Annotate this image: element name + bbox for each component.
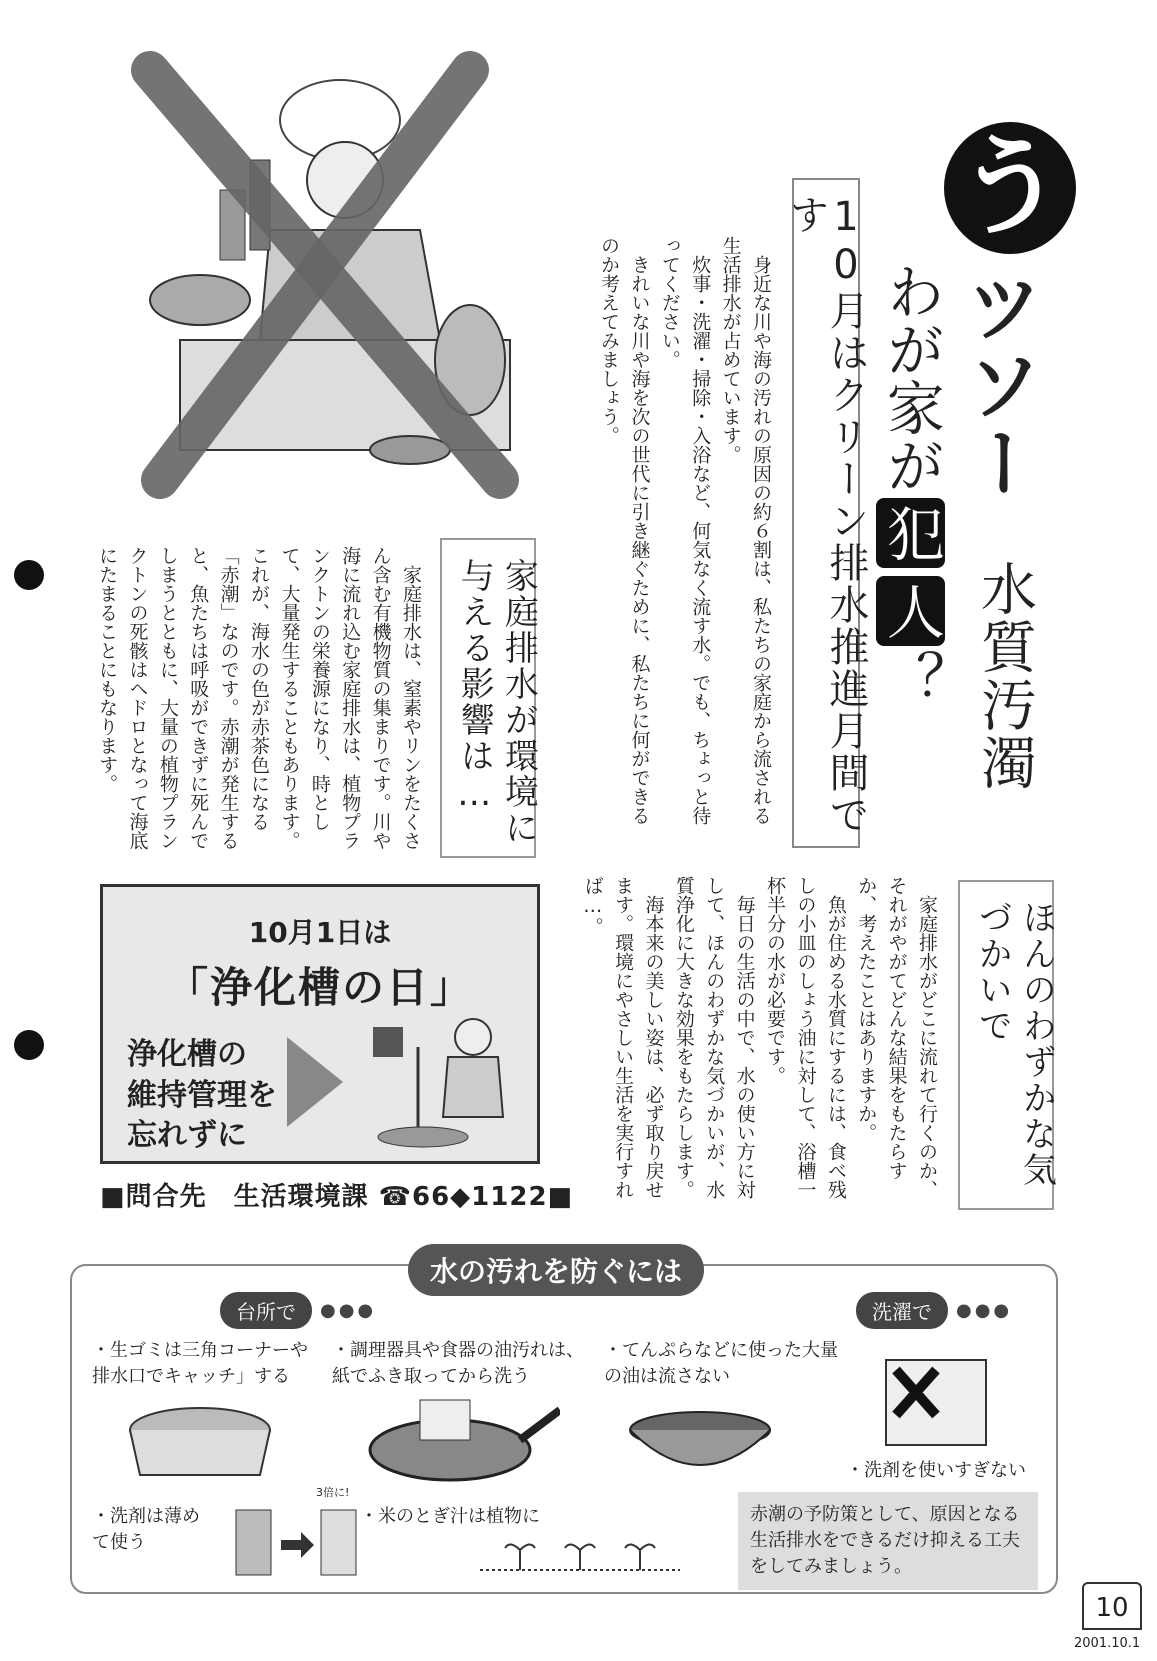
title-question: わが家が犯人？ [876,262,945,708]
laundry-section-label [856,1292,1012,1329]
hanko: 人 [876,576,945,646]
section1-heading: 家庭排水が環境に与える影響は… [454,558,539,846]
septic-message: 浄化槽の 維持管理を 忘れずに [127,1037,277,1153]
hanko: 犯 [876,498,945,568]
section2-body: 家庭排水がどこに流れて行くのか、それがやがてどんな結果をもたらすか、考えたことはありますか。 魚が住める水質にするには、食べ残しの小皿のしょう油に対して、浴槽一杯半分の水が必要です。 毎日の生活の中で、水の使い方に対して、ほんのわずかな気づかいが、水質浄化に大きな効果をもたらします。 海本来の美しい姿は、必ず取り戻せます。環境にやさしい生活を実行すれば…。 [581,876,938,1199]
septic-tank-box [100,884,540,1164]
inquiry-line: ■問合先 生活環境課 ☎66◆1122■ [100,1182,574,1212]
tip-oil: ・てんぷらなどに使った大量の油は流さない [604,1340,838,1388]
section2-heading-box [958,880,1057,1210]
kitchen-label: 台所で [220,1292,312,1329]
red-tide-note: 赤潮の予防策として、原因となる生活排水をできるだけ抑える工夫をしてみましょう。 [738,1492,1038,1590]
septic-title: 「浄化槽の日」 [165,963,474,1012]
page-date: 2001.10.1 [1074,1636,1141,1651]
tip-rice-water: ・米のとぎ汁は植物に [360,1506,540,1527]
intro-text: 身近な川や海の汚れの原因の約６割は、私たちの家庭から流される生活排水が占めています。 炊事・洗濯・掃除・入浴など、何気なく流す水。でも、ちょっと待ってください。 きれいな川や海を次の世代に引き継ぐために、私たちに何ができるのか考えてみましょう。 [598,236,772,825]
section1-body: 家庭排水は、窒素やリンをたくさん含む有機物質の集まりです。川や海に流れ込む家庭排水は、植物プランクトンの栄養源になり、時として、大量発生することもあります。これが、海水の色が赤茶色になる「赤潮」なのです。赤潮が発生すると、魚たちは呼吸ができずに死んでしまうとともに、大量の植物プランクトンの死骸はヘドロとなって海底にたまることにもなります。 [96,546,422,850]
kitchen-section-label [220,1292,376,1329]
headline-box [783,178,869,848]
dilute-label: 3倍に! [316,1486,350,1499]
punch-hole [14,560,44,590]
washing-machine-illustration [866,1340,1006,1450]
kitchen-illustration [120,40,540,500]
section1-heading-box [440,538,539,858]
tip-dilute: ・洗剤は薄めて使う [92,1506,200,1554]
tips-title: 水の汚れを防ぐには [408,1244,704,1296]
section2-heading: ほんのわずかな気づかいで [972,900,1057,1188]
tip-detergent-amount: ・洗剤を使いすぎない [846,1460,1026,1481]
headline: 10月はクリーン排水推進月間です [783,194,869,836]
title-sub: 水質汚濁 [972,560,1037,792]
title-circle: う [944,122,1076,254]
laundry-label: 洗濯で [856,1292,948,1329]
punch-hole [14,1030,44,1060]
frying-pan-illustration [360,1380,560,1490]
title-main: ツソー [954,268,1043,502]
tip-garbage: ・生ゴミは三角コーナーや排水口でキャッチ」する [92,1340,308,1388]
arrow-right-icon [287,1037,343,1127]
page-number: 10 [1082,1582,1142,1630]
worker-illustration [363,1007,523,1157]
dots-icon: ●●● [956,1300,1013,1321]
sprout-illustration [480,1520,680,1580]
septic-date: 10月1日は [248,916,392,949]
dots-icon: ●●● [320,1300,377,1321]
tip-grease: ・調理器具や食器の油汚れは、紙でふき取ってから洗う [332,1340,584,1388]
oil-pot-illustration [620,1390,780,1480]
